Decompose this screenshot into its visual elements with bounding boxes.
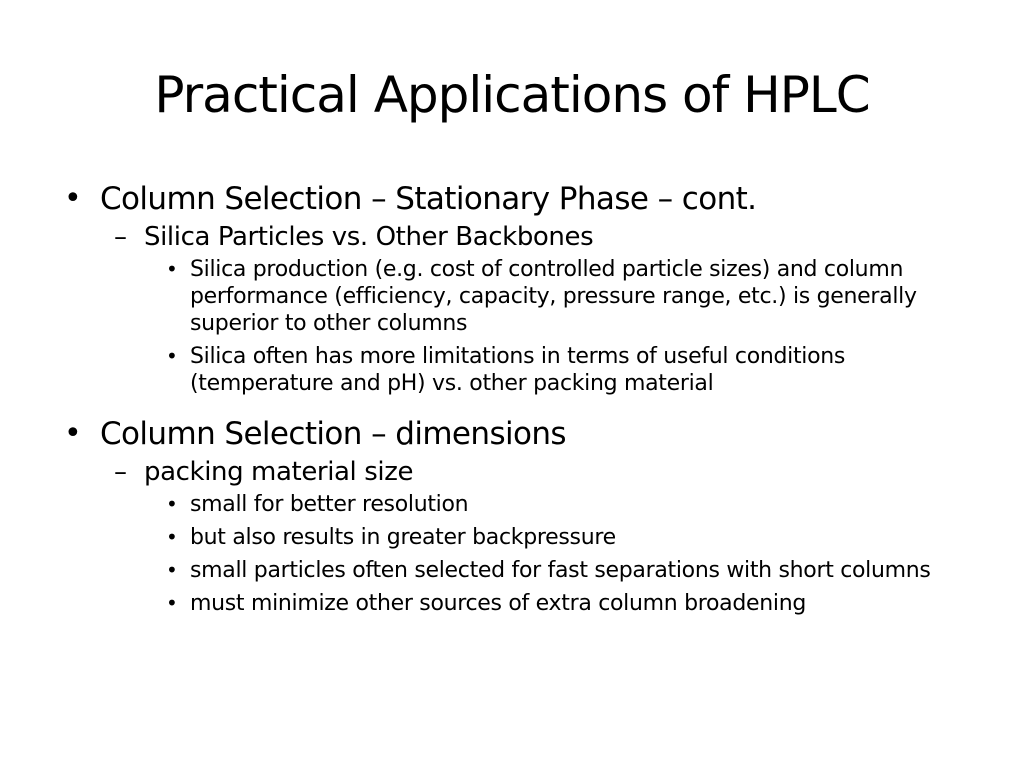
bullet-level3 — [60, 491, 970, 518]
bullet-icon: • — [166, 525, 178, 549]
bullet-text: Silica production (e.g. cost of controlled particle sizes) and column performance (efficiency, capacity, pressure range, etc.) is generally superior to other columns — [190, 257, 917, 336]
bullet-text: Silica often has more limitations in terms of useful conditions (temperature and pH) vs. other packing material — [190, 344, 846, 396]
bullet-icon: • — [64, 181, 82, 216]
bullet-level2 — [60, 455, 970, 489]
dash-icon: – — [114, 222, 127, 252]
bullet-level1 — [60, 413, 970, 455]
bullet-level2 — [60, 220, 970, 254]
bullet-level3 — [60, 590, 970, 617]
bullet-level1 — [60, 178, 970, 220]
bullet-text: Column Selection – Stationary Phase – cont. — [100, 181, 757, 217]
bullet-icon: • — [166, 591, 178, 615]
bullet-icon: • — [166, 492, 178, 516]
bullet-level3 — [60, 256, 970, 337]
slide-body — [60, 178, 970, 617]
bullet-text: Column Selection – dimensions — [100, 416, 566, 452]
slide-title: Practical Applications of HPLC — [154, 66, 870, 124]
bullet-icon: • — [166, 257, 178, 281]
bullet-text: must minimize other sources of extra column broadening — [190, 591, 807, 616]
bullet-icon: • — [166, 344, 178, 368]
dash-icon: – — [114, 457, 127, 487]
bullet-text: small particles often selected for fast separations with short columns — [190, 558, 931, 583]
bullet-icon: • — [166, 558, 178, 582]
bullet-level3 — [60, 524, 970, 551]
bullet-level3 — [60, 557, 970, 584]
bullet-text: Silica Particles vs. Other Backbones — [144, 222, 594, 252]
bullet-level3 — [60, 343, 970, 397]
bullet-text: small for better resolution — [190, 492, 469, 517]
bullet-icon: • — [64, 416, 82, 451]
bullet-text: packing material size — [144, 457, 414, 487]
bullet-text: but also results in greater backpressure — [190, 525, 616, 550]
